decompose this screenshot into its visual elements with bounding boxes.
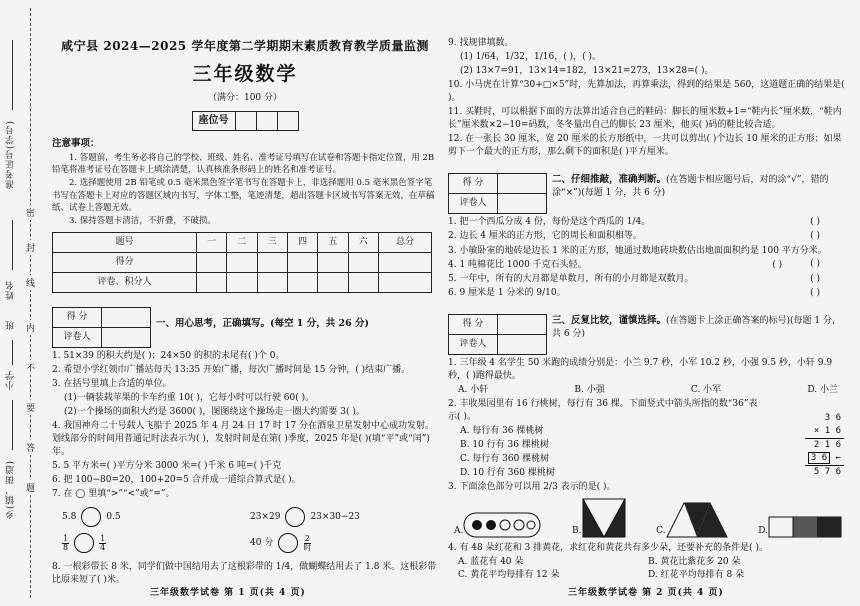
score-header: 五	[318, 232, 348, 252]
option[interactable]: A. 小轩	[458, 384, 489, 395]
calc-line: 2 1 6	[813, 439, 841, 450]
name-blank	[12, 220, 13, 270]
score-table	[52, 232, 432, 293]
page-2	[448, 36, 848, 582]
score-cell[interactable]	[348, 272, 378, 292]
score-cell[interactable]	[318, 252, 348, 272]
section-3-heading: 三、反复比较，谨慎选择。(在答题卡上涂正确答案的标号)(每题 1 分，共 6 分)	[552, 314, 841, 339]
question: 1. 三年级 4 名学生 50 米跑的成绩分别是：小兰 9.7 秒，小军 10.2 秒，小强 9.5 秒，小轩 9.9 秒，( )跑得最快。	[448, 357, 833, 381]
beads-figure	[463, 512, 541, 538]
section-1-heading: 一、用心思考，正确填写。(每空 1 分，共 26 分)	[156, 317, 370, 329]
grader-label: 评卷人	[449, 194, 498, 214]
question: 3. 下面涂色部分可以用 2/3 表示的是( )。	[448, 482, 616, 493]
score-cell[interactable]	[318, 272, 348, 292]
cut-mark: 不	[26, 360, 35, 375]
compare-circle[interactable]	[81, 507, 101, 527]
page-footer: 三年级数学试卷 第 1 页(共 4 页)	[150, 588, 306, 598]
option[interactable]: C. 每行有 360 棵桃树	[460, 454, 550, 465]
calc-line: × 1 6	[805, 425, 844, 439]
option[interactable]: B. 黄花比紫花多 20 朵	[648, 557, 741, 568]
grader-label: 评卷人	[53, 327, 102, 347]
arrow-target-box: 3 6	[808, 452, 830, 464]
notice-heading: 注意事项：	[52, 137, 100, 149]
grader-cell[interactable]	[498, 194, 547, 214]
class-label: 班	[6, 320, 16, 330]
fraction: $\frac{1}{4}$	[100, 533, 106, 552]
score-cell[interactable]	[498, 174, 547, 194]
cut-mark: 线	[26, 275, 35, 290]
shape-options	[448, 498, 848, 538]
school-blank	[12, 340, 13, 365]
page-footer: 三年级数学试卷 第 2 页(共 4 页)	[568, 588, 724, 598]
judge-item: 2. 边长 4 厘米的正方形，它的周长和面积相等。 ( )	[448, 231, 820, 242]
seat-number-box	[192, 111, 299, 131]
notice-item: 2. 选择题使用 2B 铅笔或 0.5 毫米黑色签字笔书写在答题卡上，非选择题用 0.5 毫米黑色签字笔书写在答题卡上对应的答题区域内书写，字体工整，笔迹清楚，超出答题卡区域书写答案无效，在草稿纸、试卷上答题无效。	[52, 178, 435, 213]
fraction: $\frac{2}{\text{时}}$	[303, 533, 312, 552]
notice-item: 1. 答题前，考生务必将自己的学校、班级、姓名、准考证号填写在试卷和答题卡指定位置，用 2B 铅笔将准考证号在答题卡上填涂清楚，认真核准条形码上的姓名和准考证号。	[52, 152, 435, 176]
option[interactable]: A. 每行有 36 棵桃树	[460, 425, 544, 436]
question: 2. 丰收果园里有 16 行桃树，每行有 36 棵。下面竖式中箭头所指的数“36”表示( )。	[448, 398, 758, 422]
option[interactable]: C. 小军	[690, 384, 722, 395]
score-label: 得 分	[449, 314, 498, 334]
option[interactable]: D.	[758, 516, 842, 538]
option[interactable]: C. 黄花平均每排有 12 朵	[458, 570, 560, 581]
seal-line	[30, 8, 31, 598]
compare-right: 0.5	[106, 511, 121, 522]
option[interactable]: C.	[656, 502, 727, 538]
page-1	[52, 0, 438, 588]
option[interactable]: B. 10 行有 36 棵桃树	[460, 439, 549, 450]
notice-item: 3. 保持答题卡清洁，不折叠，不破损。	[69, 216, 216, 227]
question: 10. 小马虎在计算“30+□×5”时，先算加法，再算乘法，得到的结果是 560，这道题正确的结果是( )。	[448, 80, 845, 104]
score-cell[interactable]	[348, 252, 378, 272]
compare-row	[62, 533, 438, 553]
compare-left: 23×29	[250, 511, 281, 522]
calc-line: 3 6 ←	[805, 452, 844, 466]
fraction: $\frac{1}{8}$	[63, 533, 69, 552]
options	[448, 384, 848, 397]
score-header: 三	[257, 232, 287, 252]
score-header: 四	[287, 232, 317, 252]
seat-label: 座位号	[192, 111, 235, 130]
question: 9. 找规律填数。	[448, 38, 514, 48]
question: 8. 一根彩带长 8 米，同学们做中国结用去了这根彩带的 1/4，做蝴蝶结用去了 1.8 米。这根彩带比原来短了( )米。	[52, 562, 437, 586]
calc-line: 5 7 6	[813, 467, 841, 478]
exam-title: 咸宁县 2024—2025 学年度第二学期期末素质教育教学质量监测	[61, 39, 429, 53]
question: 6. 把 100−80=20，100+20=5 合并成一道综合算式是( )。	[52, 475, 301, 486]
score-label: 得 分	[53, 307, 102, 327]
question: 5. 5 平方米=( )平方分米 3000 米=( )千米 6 吨=( )千克	[52, 461, 282, 471]
score-cell[interactable]	[227, 272, 257, 292]
options	[448, 556, 848, 582]
cut-mark: 内	[26, 320, 35, 335]
judge-item: 5. 一年中，所有的大月都是单数月，所有的小月都是双数月。 ( )	[448, 273, 820, 284]
student-id-label: 准考证号(学号)	[6, 120, 16, 190]
grader-label: 评卷人	[449, 334, 498, 354]
score-cell[interactable]	[102, 307, 151, 327]
option[interactable]: D. 10 行有 360 棵桃树	[460, 468, 555, 479]
grader-cell[interactable]	[102, 327, 151, 347]
cut-mark: 答	[26, 440, 35, 455]
calc-line: 3 6	[824, 412, 841, 423]
score-cell[interactable]	[498, 314, 547, 334]
question: 3. 在括号里填上合适的单位。	[52, 378, 172, 389]
grader-cell[interactable]	[498, 334, 547, 354]
score-header: 总分	[378, 232, 431, 252]
option[interactable]: D. 红花平均每排有 8 朵	[648, 570, 745, 581]
score-header: 题号	[53, 232, 197, 252]
section-3-header	[448, 314, 848, 356]
bar-figure	[768, 516, 842, 538]
judge-item: 4. 1 吨棉花比 1000 千克石头轻。 ( )	[448, 259, 783, 270]
question: 11. 买鞋时，可以根据下面的方法算出适合自己的鞋码：脚长的厘米数+1=“鞋内长”厘米数，“鞋内长”厘米数×2−10=码数，冬冬量出自己的脚长 23 厘米，他买( )码的鞋比较合适。	[448, 107, 842, 131]
seat-cell[interactable]	[277, 111, 298, 130]
binding-strip	[0, 0, 46, 606]
seat-cell[interactable]	[235, 111, 256, 130]
score-cell[interactable]	[287, 272, 317, 292]
score-cell[interactable]	[227, 252, 257, 272]
subject-title: 三年级数学	[192, 63, 298, 86]
judge-item: 6. 9 厘米是 1 分米的 9/10。 ( )	[448, 287, 820, 298]
school-label: 小学	[6, 370, 16, 390]
section-2-heading: 二、仔细推敲，准确判断。(在答题卡相应题号后，对的涂“√”，错的涂“×”)(每题 1 分，共 6 分)	[552, 174, 829, 199]
score-header: 一	[196, 232, 226, 252]
compare-row	[62, 507, 438, 527]
grader-box	[52, 307, 151, 348]
trapezoid-figure	[666, 502, 728, 538]
grader-box	[448, 173, 547, 214]
cut-mark: 题	[26, 480, 35, 495]
section-1-header	[52, 307, 438, 349]
compare-left: 5.8	[62, 511, 77, 522]
town-blank	[12, 400, 13, 450]
option[interactable]: B. 小强	[574, 384, 605, 395]
score-cell[interactable]	[257, 272, 287, 292]
judge-item: 3. 小敏卧室的地砖是边长 1 米的正方形，她通过数地砖块数估出地面面积约是 100 平方分米。 ( )	[448, 245, 827, 269]
vertical-multiplication	[805, 412, 844, 479]
option[interactable]: D. 小兰	[807, 384, 838, 395]
section-2-header	[448, 173, 848, 215]
question: 1. 51×39 的积大约是( )；24×50 的积的末尾有( )个 0。	[52, 350, 285, 361]
question: (1) 1/64，1/32，1/16，( )，( )。	[460, 52, 602, 63]
judge-item: 1. 把一个西瓜分成 4 份，每份是这个西瓜的 1/4。 ( )	[448, 217, 820, 228]
question-block	[448, 398, 848, 480]
compare-left: 40 分	[250, 537, 274, 548]
question: 7. 在 ◯ 里填“>”“<”或“=”。	[52, 489, 175, 500]
score-row-label: 评卷、积分人	[53, 272, 197, 292]
score-header: 六	[348, 232, 378, 252]
question: 4. 我国神舟二十号载人飞船于 2025 年 4 月 24 日 17 时 17 分在酒泉卫星发射中心成功发射。划线部分的时间用普通记时法表示为( )，发射时间是在第( )季度，2025 年是( )(填“平”或“闰”)年。	[52, 420, 435, 457]
grader-box	[448, 314, 547, 355]
score-cell[interactable]	[196, 272, 226, 292]
question: 12. 在一张长 30 厘米，宽 20 厘米的长方形纸中，一共可以剪出( )个边长 10 厘米的正方形；如果剪下一个最大的正方形，那么剩下的面积是( )平方厘米。	[448, 134, 842, 158]
town-label: 乡(镇、街道)	[6, 460, 16, 520]
score-cell[interactable]	[257, 252, 287, 272]
full-marks: （满分：100 分）	[207, 92, 283, 103]
score-label: 得 分	[449, 174, 498, 194]
question: (2) 13×7=91，13×14=182，13×21=273，13×28=( )。	[460, 66, 714, 77]
compare-circle[interactable]	[278, 533, 298, 553]
cut-mark: 密	[26, 205, 35, 220]
question: 4. 有 48 朵红花和 3 排黄花，求红花和黄花共有多少朵，还要补充的条件是( )。	[448, 543, 768, 554]
option[interactable]: A. 蓝花有 40 朵	[458, 557, 524, 568]
option[interactable]: B.	[572, 498, 625, 538]
seat-cell[interactable]	[256, 111, 277, 130]
score-cell[interactable]	[378, 252, 431, 272]
score-cell[interactable]	[378, 272, 431, 292]
question: (1)一辆装载苹果的卡车约重 10( )，它每小时可以行驶 60( )。	[64, 392, 315, 403]
cut-mark: 封	[26, 240, 35, 255]
compare-right: 23×30−23	[310, 511, 360, 522]
compare-circle[interactable]	[74, 533, 94, 553]
score-cell[interactable]	[196, 252, 226, 272]
score-cell[interactable]	[287, 252, 317, 272]
compare-circle[interactable]	[285, 507, 305, 527]
score-row-label: 得分	[53, 252, 197, 272]
score-header: 二	[227, 232, 257, 252]
question: (2)一个操场的面积大约是 3600( )，图图绕这个操场走一圈大约需要 3( )。	[64, 406, 365, 417]
name-label: 姓名	[6, 280, 16, 300]
cut-mark: 要	[26, 400, 35, 415]
option[interactable]: A.	[454, 512, 541, 538]
square-figure	[582, 498, 626, 538]
student-id-blank	[12, 40, 13, 110]
question: 2. 希望小学红领巾广播站每天 13:35 开始广播，每次广播时间是 15 分钟，( )结束广播。	[52, 364, 411, 375]
